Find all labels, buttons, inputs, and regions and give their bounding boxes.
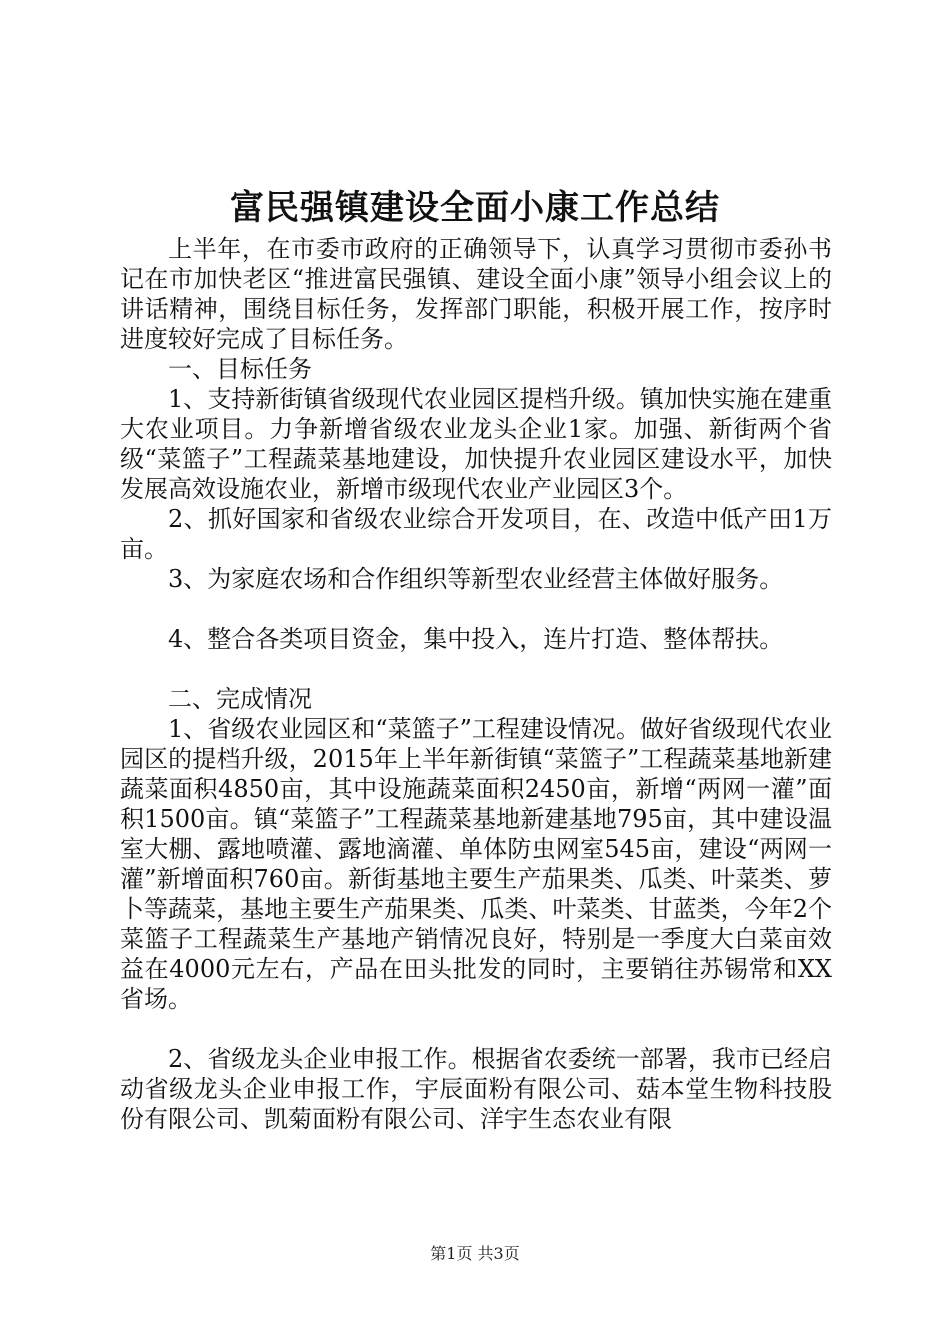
completion-item-1: 1、省级农业园区和“菜篮子”工程建设情况。做好省级现代农业园区的提档升级，2015年上半年新街镇“菜篮子”工程蔬菜基地新建蔬菜面积4850亩，其中设施蔬菜面积2450亩，新增“两网一灌”面积1500亩。镇“菜篮子”工程蔬菜基地新建基地795亩，其中建设温室大棚、露地喷灌、露地滴灌、单体防虫网室545亩，建设“两网一灌”新增面积760亩。新街基地主要生产茄果类、瓜类、叶菜类、萝卜等蔬菜，基地主要生产茄果类、瓜类、叶菜类、甘蓝类，今年2个菜篮子工程蔬菜生产基地产销情况良好，特别是一季度大白菜亩效益在4000元左右，产品在田头批发的同时，主要销往苏锡常和XX省场。 (120, 715, 832, 1013)
paragraph-spacer (120, 1014, 832, 1044)
page-number-footer: 第1页 共3页 (430, 1244, 520, 1263)
goal-item-2: 2、抓好国家和省级农业综合开发项目，在、改造中低产田1万亩。 (120, 505, 832, 563)
section-heading-goals: 一、目标任务 (168, 355, 312, 383)
section-heading-completion: 二、完成情况 (168, 685, 312, 713)
completion-item-2: 2、省级龙头企业申报工作。根据省农委统一部署，我市已经启动省级龙头企业申报工作，宇辰面粉有限公司、菇本堂生物科技股份有限公司、凯菊面粉有限公司、洋宇生态农业有限 (120, 1045, 832, 1133)
paragraph-spacer (120, 594, 832, 624)
document-body (120, 234, 832, 1134)
paragraph-spacer (120, 654, 832, 684)
goal-item-1: 1、支持新街镇省级现代农业园区提档升级。镇加快实施在建重大农业项目。力争新增省级农业龙头企业1家。加强、新街两个省级“菜篮子”工程蔬菜基地建设，加快提升农业园区建设水平，加快发展高效设施农业，新增市级现代农业产业园区3个。 (120, 385, 832, 503)
goal-item-4: 4、整合各类项目资金，集中投入，连片打造、整体帮扶。 (168, 625, 784, 653)
goal-item-3: 3、为家庭农场和合作组织等新型农业经营主体做好服务。 (168, 565, 784, 593)
intro-paragraph: 上半年，在市委市政府的正确领导下，认真学习贯彻市委孙书记在市加快老区“推进富民强镇、建设全面小康”领导小组会议上的讲话精神，围绕目标任务，发挥部门职能，积极开展工作，按序时进度较好完成了目标任务。 (120, 235, 832, 353)
document-title: 富民强镇建设全面小康工作总结 (230, 188, 720, 228)
